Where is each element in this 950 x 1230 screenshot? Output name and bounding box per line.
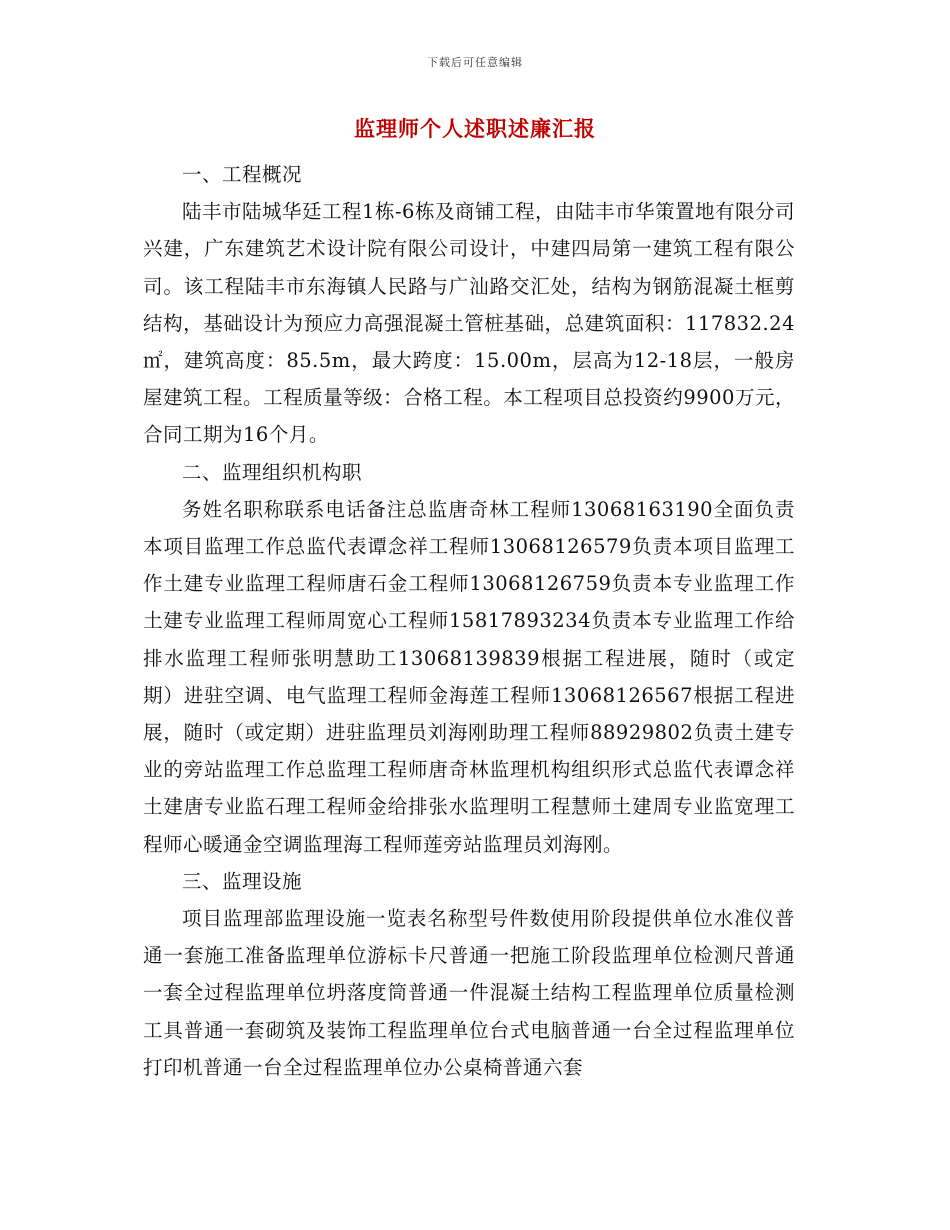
section-heading-facilities: 三、监理设施 <box>182 869 303 893</box>
document-body <box>143 156 795 1086</box>
section-body-overview: 陆丰市陆城华廷工程1栋-6栋及商铺工程，由陆丰市华策置地有限分司兴建，广东建筑艺术设计院有限公司设计，中建四局第一建筑工程有限公司。该工程陆丰市东海镇人民路与广汕路交汇处，结构为钢筋混凝土框剪结构，基础设计为预应力高强混凝土管桩基础，总建筑面积：117832.24㎡，建筑高度：85.5m，最大跨度：15.00m，层高为12-18层，一般房屋建筑工程。工程质量等级：合格工程。本工程项目总投资约9900万元，合同工期为16个月。 <box>143 200 795 447</box>
document-title: 监理师个人述职述廉汇报 <box>354 116 596 141</box>
section-body-facilities: 项目监理部监理设施一览表名称型号件数使用阶段提供单位水准仪普通一套施工准备监理单位游标卡尺普通一把施工阶段监理单位检测尺普通一套全过程监理单位坍落度筒普通一件混凝土结构工程监理单位质量检测工具普通一套砌筑及装饰工程监理单位台式电脑普通一台全过程监理单位打印机普通一台全过程监理单位办公桌椅普通六套 <box>143 907 795 1079</box>
header-note: 下载后可任意编辑 <box>427 56 523 69</box>
section-heading-organization: 二、监理组织机构职 <box>182 460 363 484</box>
section-body-organization: 务姓名职称联系电话备注总监唐奇林工程师13068163190全面负责本项目监理工作总监代表谭念祥工程师13068126579负责本项目监理工作土建专业监理工程师唐石金工程师13068126759负责本专业监理工作土建专业监理工程师周宽心工程师15817893234负责本专业监理工作给排水监理工程师张明慧助工13068139839根据工程进展，随时（或定期）进驻空调、电气监理工程师金海莲工程师13068126567根据工程进展，随时（或定期）进驻监理员刘海刚助理工程师88929802负责土建专业的旁站监理工作总监理工程师唐奇林监理机构组织形式总监代表谭念祥土建唐专业监石理工程师金给排张水监理明工程慧师土建周专业监宽理工程师心暖通金空调监理海工程师莲旁站监理员刘海刚。 <box>143 497 795 856</box>
section-heading-overview: 一、工程概况 <box>182 163 303 186</box>
